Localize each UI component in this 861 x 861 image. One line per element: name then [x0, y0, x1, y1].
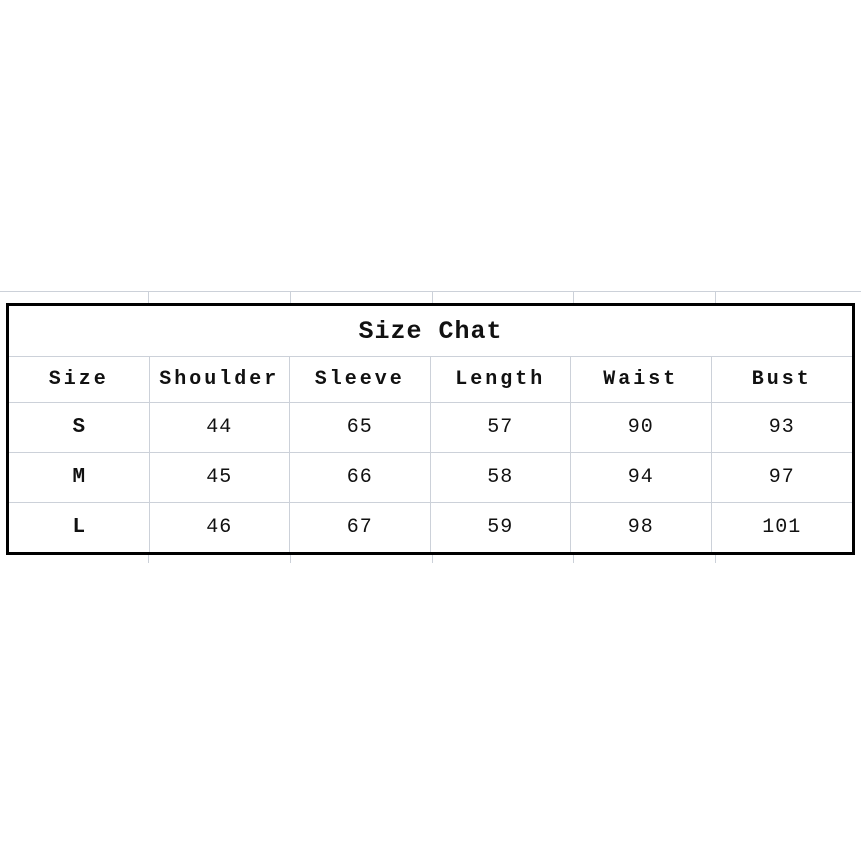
shoulder-value: 45 — [150, 453, 291, 503]
spreadsheet-gridline-stub — [573, 291, 574, 303]
size-label: S — [9, 403, 150, 453]
size-label: L — [9, 503, 150, 552]
waist-value: 98 — [571, 503, 712, 552]
length-value: 58 — [431, 453, 572, 503]
sleeve-value: 67 — [290, 503, 431, 552]
size-label: M — [9, 453, 150, 503]
spreadsheet-gridline-stub — [290, 291, 291, 303]
column-header-shoulder: Shoulder — [150, 357, 291, 403]
waist-value: 94 — [571, 453, 712, 503]
bust-value: 101 — [762, 516, 802, 539]
table-row-m — [9, 453, 852, 503]
waist-value: 90 — [571, 403, 712, 453]
spreadsheet-gridline-stub — [290, 554, 291, 563]
length-value: 57 — [431, 403, 572, 453]
length-value: 59 — [431, 503, 572, 552]
column-header-length: Length — [431, 357, 572, 403]
column-header-bust: Bust — [712, 357, 853, 403]
spreadsheet-gridline-stub — [148, 291, 149, 303]
size-chart-table — [6, 303, 855, 555]
bust-value: 97 — [712, 453, 853, 503]
shoulder-value: 46 — [150, 503, 291, 552]
table-row-l — [9, 503, 852, 552]
table-title: Size Chat — [9, 306, 852, 357]
spreadsheet-gridline-stub — [573, 554, 574, 563]
bust-value: 93 — [712, 403, 853, 453]
shoulder-value: 44 — [150, 403, 291, 453]
spreadsheet-gridline-horizontal — [0, 291, 861, 292]
spreadsheet-gridline-stub — [432, 554, 433, 563]
table-row-s — [9, 403, 852, 453]
sleeve-value: 65 — [290, 403, 431, 453]
table-header-row — [9, 357, 852, 403]
column-header-sleeve: Sleeve — [290, 357, 431, 403]
column-header-waist: Waist — [571, 357, 712, 403]
spreadsheet-gridline-stub — [432, 291, 433, 303]
sleeve-value: 66 — [290, 453, 431, 503]
column-header-size: Size — [9, 357, 150, 403]
spreadsheet-gridline-stub — [148, 554, 149, 563]
spreadsheet-gridline-stub — [715, 554, 716, 563]
spreadsheet-gridline-stub — [715, 291, 716, 303]
